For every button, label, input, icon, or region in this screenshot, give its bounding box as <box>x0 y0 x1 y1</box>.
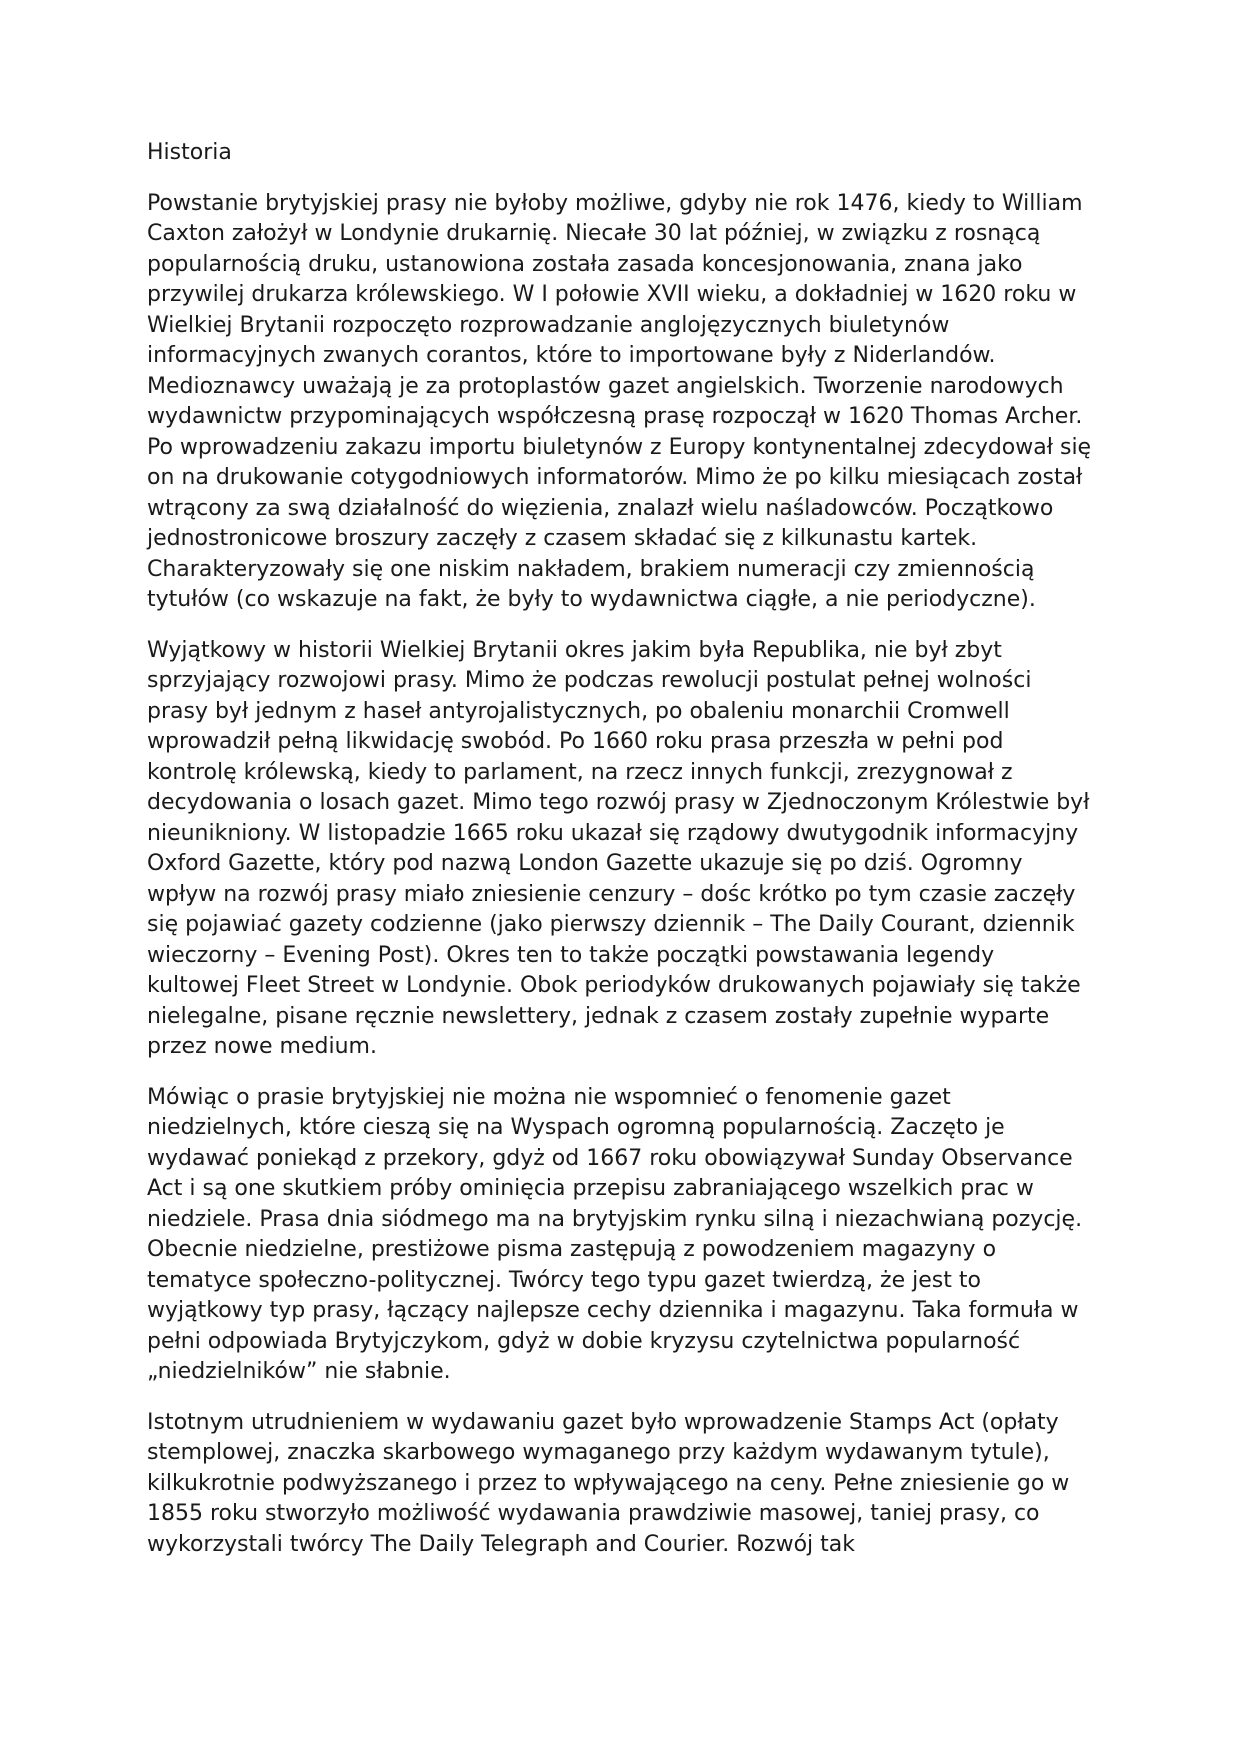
paragraph-stamps-act: Istotnym utrudnieniem w wydawaniu gazet było wprowadzenie Stamps Act (opłaty stemplowej, znaczka skarbowego wymaganego przy każdym wydawanym tytule), kilkukrotnie podwyższanego i przez to wpływającego na ceny. Pełne zniesienie go w 1855 roku stworzyło możliwość wydawania prawdziwie masowej, taniej prasy, co wykorzystali twórcy The Daily Telegraph and Courier. Rozwój tak <box>147 1409 1070 1557</box>
document-page <box>147 138 1092 1580</box>
paragraph-republic: Wyjątkowy w historii Wielkiej Brytanii okres jakim była Republika, nie był zbyt sprzyjający rozwojowi prasy. Mimo że podczas rewolucji postulat pełnej wolności prasy był jednym z haseł antyrojalistycznych, po obaleniu monarchii Cromwell wprowadził pełną likwidację swobód. Po 1660 roku prasa przeszła w pełni pod kontrolę królewską, kiedy to parlament, na rzecz innych funkcji, zrezygnował z decydowania o losach gazet. Mimo tego rozwój prasy w Zjednoczonym Królestwie był nieunikniony. W listopadzie 1665 roku ukazał się rządowy dwutygodnik informacyjny Oxford Gazette, który pod nazwą London Gazette ukazuje się po dziś. Ogromny wpływ na rozwój prasy miało zniesienie cenzury – dośc krótko po tym czasie zaczęły się pojawiać gazety codzienne (jako pierwszy dziennik – The Daily Courant, dziennik wieczorny – Evening Post). Okres ten to także początki powstawania legendy kultowej Fleet Street w Londynie. Obok periodyków drukowanych pojawiały się także nielegalne, pisane ręcznie newslettery, jednak z czasem zostały zupełnie wyparte przez nowe medium. <box>147 637 1090 1059</box>
document-title: Historia <box>147 140 232 165</box>
paragraph-sunday-papers: Mówiąc o prasie brytyjskiej nie można nie wspomnieć o fenomenie gazet niedzielnych, które cieszą się na Wyspach ogromną popularnością. Zaczęto je wydawać poniekąd z przekory, gdyż od 1667 roku obowiązywał Sunday Observance Act i są one skutkiem próby ominięcia przepisu zabraniającego wszelkich prac w niedziele. Prasa dnia siódmego ma na brytyjskim rynku silną i niezachwianą pozycję. Obecnie niedzielne, prestiżowe pisma zastępują z powodzeniem magazyny o tematyce społeczno-politycznej. Twórcy tego typu gazet twierdzą, że jest to wyjątkowy typ prasy, łączący najlepsze cechy dziennika i magazynu. Taka formuła w pełni odpowiada Brytyjczykom, gdyż w dobie kryzysu czytelnictwa popularność „niedzielników” nie słabnie. <box>147 1084 1083 1384</box>
paragraph-origins: Powstanie brytyjskiej prasy nie byłoby możliwe, gdyby nie rok 1476, kiedy to William Caxton założył w Londynie drukarnię. Niecałe 30 lat później, w związku z rosnącą popularnością druku, ustanowiona została zasada koncesjonowania, znana jako przywilej drukarza królewskiego. W I połowie XVII wieku, a dokładniej w 1620 roku w Wielkiej Brytanii rozpoczęto rozprowadzanie anglojęzycznych biuletynów informacyjnych zwanych corantos, które to importowane były z Niderlandów. Medioznawcy uważają je za protoplastów gazet angielskich. Tworzenie narodowych wydawnictw przypominających współczesną prasę rozpoczął w 1620 Thomas Archer. Po wprowadzeniu zakazu importu biuletynów z Europy kontynentalnej zdecydował się on na drukowanie cotygodniowych informatorów. Mimo że po kilku miesiącach został wtrącony za swą działalność do więzienia, znalazł wielu naśladowców. Początkowo jednostronicowe broszury zaczęły z czasem składać się z kilkunastu kartek. Charakteryzowały się one niskim nakładem, brakiem numeracji czy zmiennością tytułów (co wskazuje na fakt, że były to wydawnictwa ciągłe, a nie periodyczne). <box>147 190 1092 612</box>
